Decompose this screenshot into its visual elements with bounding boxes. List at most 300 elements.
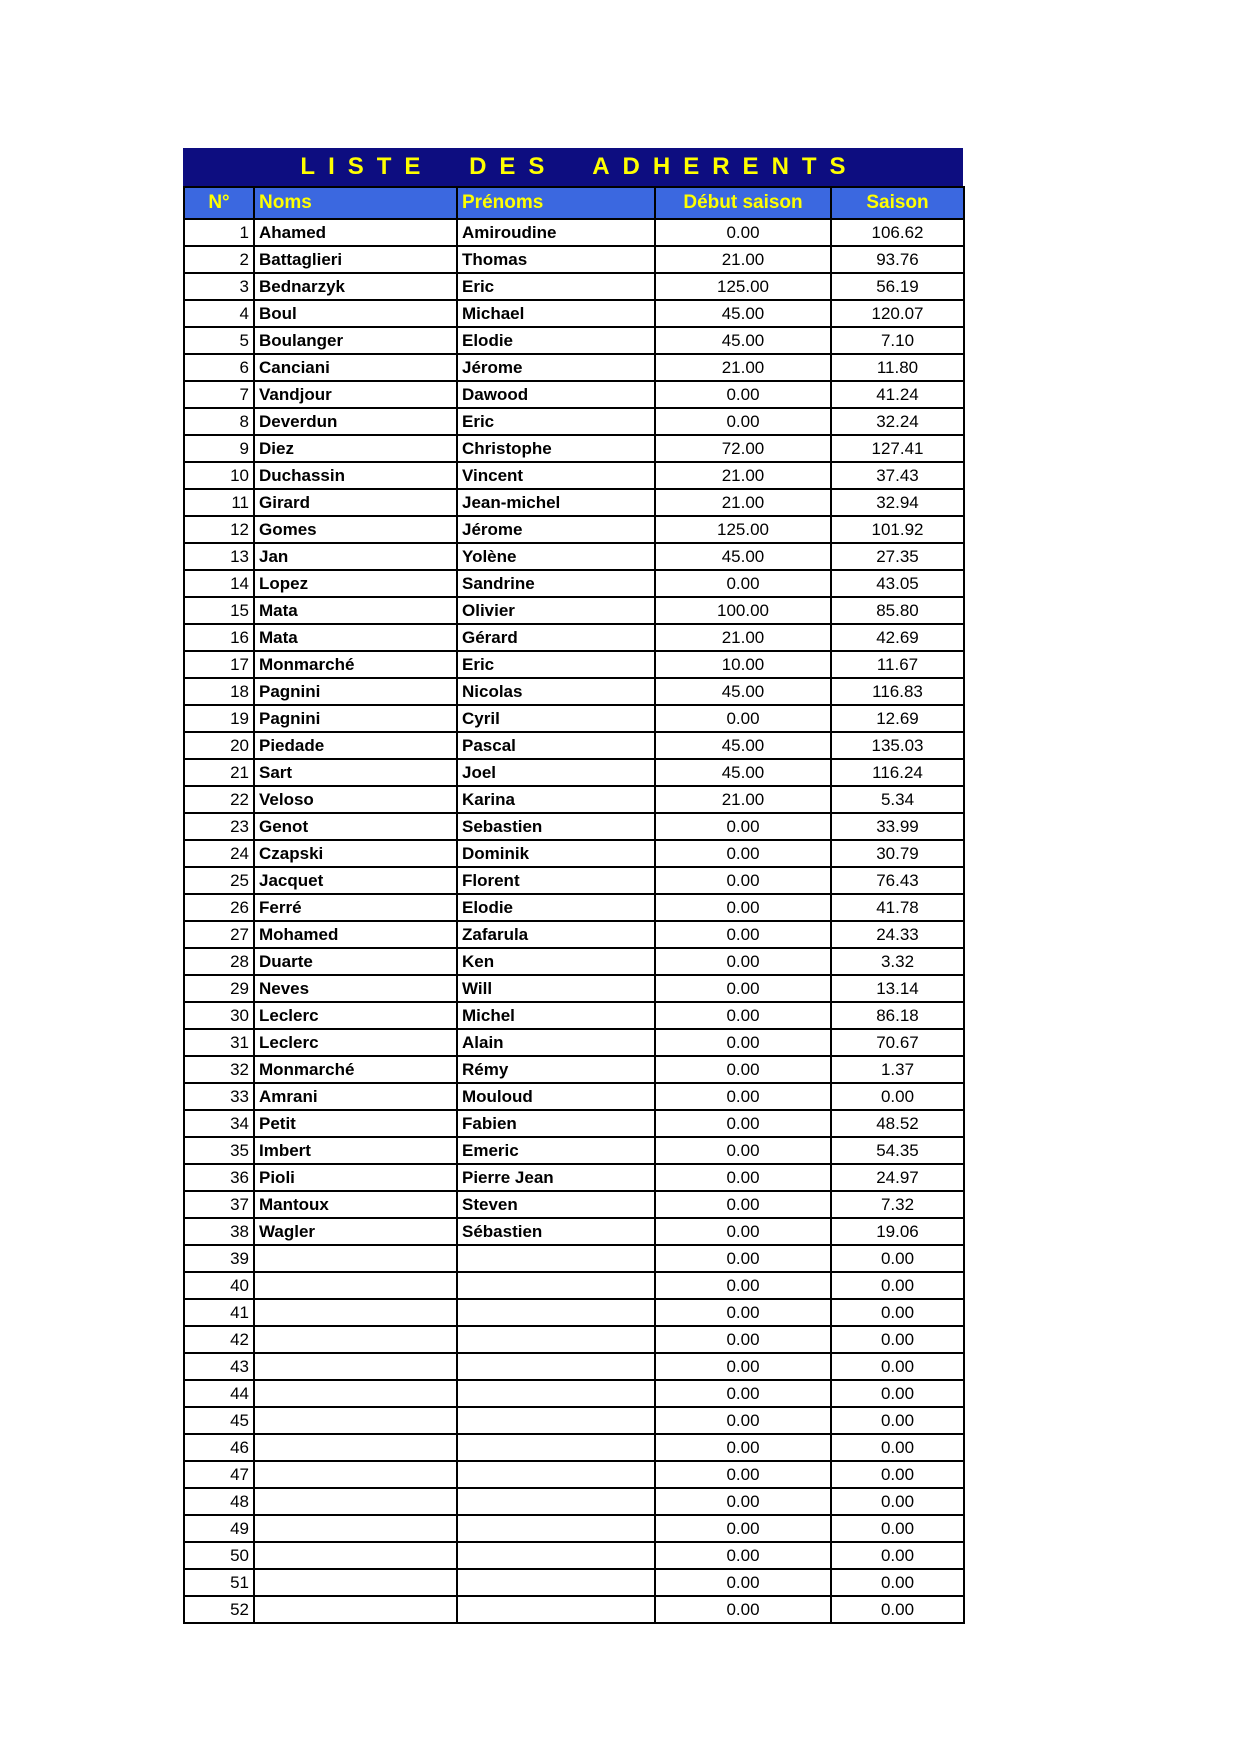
prenom-cell: Zafarula (457, 921, 655, 948)
table-row (184, 300, 964, 327)
table-row (184, 354, 964, 381)
nom-cell: Ferré (254, 894, 457, 921)
column-header-numero: N° (184, 187, 254, 219)
nom-cell: Battaglieri (254, 246, 457, 273)
row-number-cell: 19 (184, 705, 254, 732)
nom-cell (254, 1542, 457, 1569)
saison-cell: 127.41 (831, 435, 964, 462)
members-table (183, 186, 965, 1624)
table-row (184, 894, 964, 921)
nom-cell: Gomes (254, 516, 457, 543)
table-row (184, 1272, 964, 1299)
nom-cell (254, 1434, 457, 1461)
row-number-cell: 8 (184, 408, 254, 435)
nom-cell: Czapski (254, 840, 457, 867)
row-number-cell: 46 (184, 1434, 254, 1461)
table-row (184, 948, 964, 975)
nom-cell (254, 1515, 457, 1542)
debut-saison-cell: 0.00 (655, 948, 831, 975)
saison-cell: 7.32 (831, 1191, 964, 1218)
nom-cell: Petit (254, 1110, 457, 1137)
row-number-cell: 26 (184, 894, 254, 921)
prenom-cell: Karina (457, 786, 655, 813)
row-number-cell: 24 (184, 840, 254, 867)
debut-saison-cell: 0.00 (655, 975, 831, 1002)
table-row (184, 1380, 964, 1407)
table-row (184, 867, 964, 894)
row-number-cell: 31 (184, 1029, 254, 1056)
debut-saison-cell: 0.00 (655, 1164, 831, 1191)
row-number-cell: 2 (184, 246, 254, 273)
prenom-cell: Sébastien (457, 1218, 655, 1245)
row-number-cell: 4 (184, 300, 254, 327)
table-row (184, 1569, 964, 1596)
table-row (184, 381, 964, 408)
row-number-cell: 28 (184, 948, 254, 975)
debut-saison-cell: 21.00 (655, 489, 831, 516)
nom-cell: Leclerc (254, 1002, 457, 1029)
saison-cell: 0.00 (831, 1488, 964, 1515)
nom-cell: Veloso (254, 786, 457, 813)
nom-cell: Deverdun (254, 408, 457, 435)
table-row (184, 975, 964, 1002)
nom-cell: Amrani (254, 1083, 457, 1110)
nom-cell (254, 1353, 457, 1380)
nom-cell: Canciani (254, 354, 457, 381)
debut-saison-cell: 0.00 (655, 1407, 831, 1434)
prenom-cell: Pascal (457, 732, 655, 759)
debut-saison-cell: 0.00 (655, 1461, 831, 1488)
prenom-cell: Eric (457, 651, 655, 678)
nom-cell: Vandjour (254, 381, 457, 408)
table-row (184, 921, 964, 948)
nom-cell (254, 1407, 457, 1434)
table-row (184, 570, 964, 597)
table-row (184, 1326, 964, 1353)
row-number-cell: 6 (184, 354, 254, 381)
row-number-cell: 45 (184, 1407, 254, 1434)
saison-cell: 41.24 (831, 381, 964, 408)
nom-cell: Duchassin (254, 462, 457, 489)
saison-cell: 0.00 (831, 1515, 964, 1542)
prenom-cell: Rémy (457, 1056, 655, 1083)
prenom-cell: Christophe (457, 435, 655, 462)
row-number-cell: 22 (184, 786, 254, 813)
row-number-cell: 11 (184, 489, 254, 516)
prenom-cell (457, 1299, 655, 1326)
row-number-cell: 9 (184, 435, 254, 462)
table-header (184, 187, 964, 219)
table-row (184, 1407, 964, 1434)
table-row (184, 462, 964, 489)
saison-cell: 135.03 (831, 732, 964, 759)
table-row (184, 759, 964, 786)
row-number-cell: 36 (184, 1164, 254, 1191)
debut-saison-cell: 0.00 (655, 867, 831, 894)
nom-cell (254, 1245, 457, 1272)
prenom-cell: Cyril (457, 705, 655, 732)
nom-cell: Genot (254, 813, 457, 840)
saison-cell: 0.00 (831, 1380, 964, 1407)
table-row (184, 732, 964, 759)
nom-cell: Mohamed (254, 921, 457, 948)
row-number-cell: 47 (184, 1461, 254, 1488)
table-row (184, 1083, 964, 1110)
nom-cell: Girard (254, 489, 457, 516)
saison-cell: 30.79 (831, 840, 964, 867)
saison-cell: 70.67 (831, 1029, 964, 1056)
nom-cell (254, 1461, 457, 1488)
debut-saison-cell: 45.00 (655, 300, 831, 327)
debut-saison-cell: 0.00 (655, 1110, 831, 1137)
nom-cell (254, 1569, 457, 1596)
saison-cell: 32.94 (831, 489, 964, 516)
row-number-cell: 30 (184, 1002, 254, 1029)
column-header-noms: Noms (254, 187, 457, 219)
prenom-cell: Sebastien (457, 813, 655, 840)
table-row (184, 678, 964, 705)
saison-cell: 5.34 (831, 786, 964, 813)
table-row (184, 705, 964, 732)
nom-cell: Leclerc (254, 1029, 457, 1056)
prenom-cell: Emeric (457, 1137, 655, 1164)
debut-saison-cell: 0.00 (655, 1002, 831, 1029)
nom-cell: Mantoux (254, 1191, 457, 1218)
row-number-cell: 49 (184, 1515, 254, 1542)
row-number-cell: 25 (184, 867, 254, 894)
debut-saison-cell: 0.00 (655, 1326, 831, 1353)
row-number-cell: 3 (184, 273, 254, 300)
debut-saison-cell: 0.00 (655, 1272, 831, 1299)
debut-saison-cell: 0.00 (655, 1029, 831, 1056)
nom-cell: Duarte (254, 948, 457, 975)
prenom-cell (457, 1272, 655, 1299)
prenom-cell: Vincent (457, 462, 655, 489)
row-number-cell: 13 (184, 543, 254, 570)
table-row (184, 786, 964, 813)
saison-cell: 3.32 (831, 948, 964, 975)
debut-saison-cell: 0.00 (655, 1353, 831, 1380)
nom-cell: Pioli (254, 1164, 457, 1191)
prenom-cell: Jérome (457, 354, 655, 381)
debut-saison-cell: 21.00 (655, 786, 831, 813)
row-number-cell: 14 (184, 570, 254, 597)
saison-cell: 1.37 (831, 1056, 964, 1083)
saison-cell: 0.00 (831, 1407, 964, 1434)
prenom-cell: Steven (457, 1191, 655, 1218)
saison-cell: 93.76 (831, 246, 964, 273)
debut-saison-cell: 45.00 (655, 732, 831, 759)
prenom-cell: Sandrine (457, 570, 655, 597)
table-row (184, 516, 964, 543)
saison-cell: 86.18 (831, 1002, 964, 1029)
saison-cell: 106.62 (831, 219, 964, 246)
row-number-cell: 33 (184, 1083, 254, 1110)
table-row (184, 1515, 964, 1542)
saison-cell: 76.43 (831, 867, 964, 894)
table-row (184, 435, 964, 462)
nom-cell (254, 1272, 457, 1299)
table-row (184, 813, 964, 840)
page-title: LISTE DES ADHERENTS (183, 148, 963, 186)
table-row (184, 597, 964, 624)
row-number-cell: 52 (184, 1596, 254, 1623)
row-number-cell: 27 (184, 921, 254, 948)
saison-cell: 116.83 (831, 678, 964, 705)
debut-saison-cell: 45.00 (655, 327, 831, 354)
row-number-cell: 37 (184, 1191, 254, 1218)
debut-saison-cell: 21.00 (655, 624, 831, 651)
nom-cell: Imbert (254, 1137, 457, 1164)
row-number-cell: 5 (184, 327, 254, 354)
row-number-cell: 32 (184, 1056, 254, 1083)
prenom-cell (457, 1245, 655, 1272)
debut-saison-cell: 45.00 (655, 759, 831, 786)
table-row (184, 1164, 964, 1191)
debut-saison-cell: 0.00 (655, 1245, 831, 1272)
table-row (184, 1110, 964, 1137)
table-row (184, 1299, 964, 1326)
prenom-cell (457, 1461, 655, 1488)
row-number-cell: 23 (184, 813, 254, 840)
nom-cell: Monmarché (254, 651, 457, 678)
nom-cell: Pagnini (254, 678, 457, 705)
row-number-cell: 41 (184, 1299, 254, 1326)
debut-saison-cell: 0.00 (655, 1056, 831, 1083)
row-number-cell: 38 (184, 1218, 254, 1245)
table-row (184, 1137, 964, 1164)
nom-cell: Pagnini (254, 705, 457, 732)
table-row (184, 624, 964, 651)
table-body (184, 219, 964, 1623)
saison-cell: 48.52 (831, 1110, 964, 1137)
saison-cell: 120.07 (831, 300, 964, 327)
prenom-cell (457, 1380, 655, 1407)
prenom-cell: Elodie (457, 894, 655, 921)
saison-cell: 0.00 (831, 1461, 964, 1488)
saison-cell: 116.24 (831, 759, 964, 786)
debut-saison-cell: 21.00 (655, 462, 831, 489)
table-row (184, 1488, 964, 1515)
nom-cell: Jacquet (254, 867, 457, 894)
debut-saison-cell: 0.00 (655, 1218, 831, 1245)
debut-saison-cell: 0.00 (655, 1380, 831, 1407)
nom-cell: Neves (254, 975, 457, 1002)
row-number-cell: 51 (184, 1569, 254, 1596)
nom-cell: Bednarzyk (254, 273, 457, 300)
prenom-cell: Ken (457, 948, 655, 975)
row-number-cell: 12 (184, 516, 254, 543)
saison-cell: 11.67 (831, 651, 964, 678)
table-row (184, 1461, 964, 1488)
table-row (184, 1056, 964, 1083)
row-number-cell: 48 (184, 1488, 254, 1515)
prenom-cell: Michel (457, 1002, 655, 1029)
prenom-cell (457, 1569, 655, 1596)
row-number-cell: 35 (184, 1137, 254, 1164)
column-header-debut-saison: Début saison (655, 187, 831, 219)
saison-cell: 0.00 (831, 1326, 964, 1353)
debut-saison-cell: 0.00 (655, 1299, 831, 1326)
debut-saison-cell: 0.00 (655, 813, 831, 840)
prenom-cell: Joel (457, 759, 655, 786)
prenom-cell: Alain (457, 1029, 655, 1056)
saison-cell: 43.05 (831, 570, 964, 597)
nom-cell: Diez (254, 435, 457, 462)
saison-cell: 41.78 (831, 894, 964, 921)
table-row (184, 1542, 964, 1569)
debut-saison-cell: 100.00 (655, 597, 831, 624)
nom-cell (254, 1326, 457, 1353)
debut-saison-cell: 45.00 (655, 678, 831, 705)
table-row (184, 327, 964, 354)
prenom-cell (457, 1353, 655, 1380)
prenom-cell: Florent (457, 867, 655, 894)
debut-saison-cell: 0.00 (655, 1137, 831, 1164)
row-number-cell: 43 (184, 1353, 254, 1380)
row-number-cell: 10 (184, 462, 254, 489)
saison-cell: 0.00 (831, 1245, 964, 1272)
nom-cell (254, 1596, 457, 1623)
saison-cell: 24.97 (831, 1164, 964, 1191)
prenom-cell: Fabien (457, 1110, 655, 1137)
debut-saison-cell: 0.00 (655, 1083, 831, 1110)
prenom-cell (457, 1326, 655, 1353)
table-row (184, 489, 964, 516)
nom-cell: Wagler (254, 1218, 457, 1245)
debut-saison-cell: 21.00 (655, 354, 831, 381)
nom-cell: Lopez (254, 570, 457, 597)
saison-cell: 42.69 (831, 624, 964, 651)
prenom-cell: Yolène (457, 543, 655, 570)
table-row (184, 219, 964, 246)
nom-cell: Ahamed (254, 219, 457, 246)
table-row (184, 1029, 964, 1056)
saison-cell: 37.43 (831, 462, 964, 489)
debut-saison-cell: 0.00 (655, 570, 831, 597)
nom-cell: Sart (254, 759, 457, 786)
table-row (184, 408, 964, 435)
debut-saison-cell: 0.00 (655, 894, 831, 921)
nom-cell: Boul (254, 300, 457, 327)
prenom-cell: Amiroudine (457, 219, 655, 246)
debut-saison-cell: 45.00 (655, 543, 831, 570)
prenom-cell: Michael (457, 300, 655, 327)
row-number-cell: 50 (184, 1542, 254, 1569)
row-number-cell: 1 (184, 219, 254, 246)
row-number-cell: 15 (184, 597, 254, 624)
table-row (184, 1245, 964, 1272)
header-row (184, 187, 964, 219)
nom-cell (254, 1299, 457, 1326)
nom-cell: Monmarché (254, 1056, 457, 1083)
saison-cell: 0.00 (831, 1353, 964, 1380)
debut-saison-cell: 72.00 (655, 435, 831, 462)
table-row (184, 651, 964, 678)
debut-saison-cell: 0.00 (655, 705, 831, 732)
saison-cell: 19.06 (831, 1218, 964, 1245)
table-row (184, 1002, 964, 1029)
saison-cell: 33.99 (831, 813, 964, 840)
debut-saison-cell: 0.00 (655, 219, 831, 246)
column-header-prenoms: Prénoms (457, 187, 655, 219)
debut-saison-cell: 0.00 (655, 840, 831, 867)
row-number-cell: 16 (184, 624, 254, 651)
prenom-cell: Nicolas (457, 678, 655, 705)
saison-cell: 0.00 (831, 1596, 964, 1623)
debut-saison-cell: 0.00 (655, 1596, 831, 1623)
saison-cell: 12.69 (831, 705, 964, 732)
saison-cell: 0.00 (831, 1434, 964, 1461)
row-number-cell: 39 (184, 1245, 254, 1272)
prenom-cell (457, 1488, 655, 1515)
prenom-cell: Thomas (457, 246, 655, 273)
table-row (184, 840, 964, 867)
prenom-cell: Elodie (457, 327, 655, 354)
saison-cell: 54.35 (831, 1137, 964, 1164)
column-header-saison: Saison (831, 187, 964, 219)
saison-cell: 0.00 (831, 1542, 964, 1569)
table-row (184, 1353, 964, 1380)
debut-saison-cell: 0.00 (655, 1488, 831, 1515)
debut-saison-cell: 0.00 (655, 1542, 831, 1569)
table-row (184, 1434, 964, 1461)
saison-cell: 27.35 (831, 543, 964, 570)
nom-cell: Mata (254, 597, 457, 624)
row-number-cell: 29 (184, 975, 254, 1002)
debut-saison-cell: 0.00 (655, 1515, 831, 1542)
saison-cell: 0.00 (831, 1569, 964, 1596)
prenom-cell: Jérome (457, 516, 655, 543)
table-row (184, 1191, 964, 1218)
nom-cell: Mata (254, 624, 457, 651)
debut-saison-cell: 125.00 (655, 516, 831, 543)
row-number-cell: 42 (184, 1326, 254, 1353)
row-number-cell: 7 (184, 381, 254, 408)
prenom-cell (457, 1596, 655, 1623)
prenom-cell: Gérard (457, 624, 655, 651)
debut-saison-cell: 0.00 (655, 921, 831, 948)
prenom-cell (457, 1434, 655, 1461)
nom-cell: Piedade (254, 732, 457, 759)
row-number-cell: 17 (184, 651, 254, 678)
debut-saison-cell: 125.00 (655, 273, 831, 300)
prenom-cell: Olivier (457, 597, 655, 624)
debut-saison-cell: 0.00 (655, 408, 831, 435)
nom-cell (254, 1488, 457, 1515)
row-number-cell: 21 (184, 759, 254, 786)
table-row (184, 1218, 964, 1245)
debut-saison-cell: 0.00 (655, 1191, 831, 1218)
saison-cell: 101.92 (831, 516, 964, 543)
prenom-cell: Dawood (457, 381, 655, 408)
prenom-cell (457, 1542, 655, 1569)
row-number-cell: 18 (184, 678, 254, 705)
prenom-cell: Eric (457, 273, 655, 300)
prenom-cell: Pierre Jean (457, 1164, 655, 1191)
row-number-cell: 34 (184, 1110, 254, 1137)
members-table-container (183, 148, 963, 1624)
saison-cell: 24.33 (831, 921, 964, 948)
table-row (184, 1596, 964, 1623)
saison-cell: 85.80 (831, 597, 964, 624)
saison-cell: 0.00 (831, 1272, 964, 1299)
nom-cell: Jan (254, 543, 457, 570)
debut-saison-cell: 10.00 (655, 651, 831, 678)
debut-saison-cell: 0.00 (655, 1434, 831, 1461)
row-number-cell: 20 (184, 732, 254, 759)
prenom-cell: Mouloud (457, 1083, 655, 1110)
